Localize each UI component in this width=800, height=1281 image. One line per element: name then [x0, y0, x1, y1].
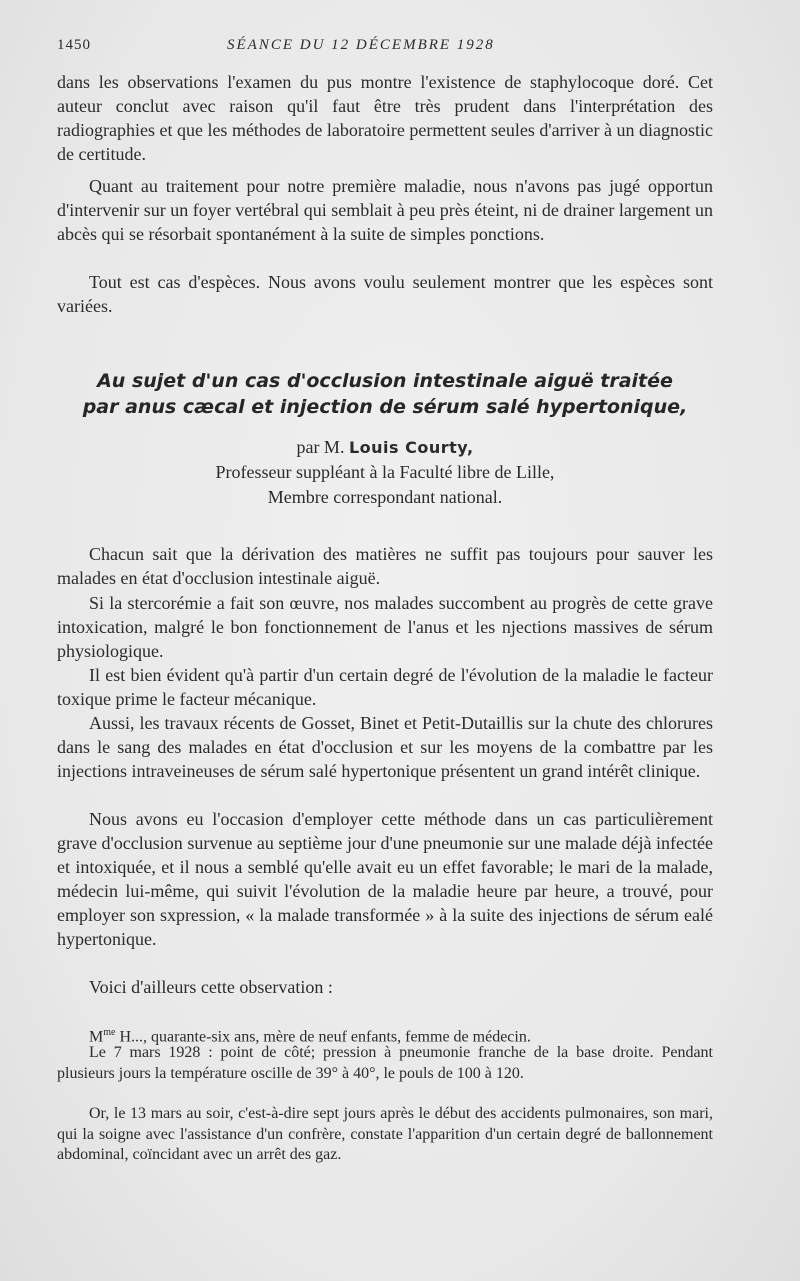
article-title-line-2: par anus cæcal et injection de sérum salé hypertonique,	[82, 396, 688, 418]
body-paragraph-4: Aussi, les travaux récents de Gosset, Binet et Petit-Dutaillis sur la chute des chlorures dans le sang des malades en état d'occlusion et sur les moyens de la combattre par les injections intraveineuses de sérum salé hypertonique présentent un grand intérêt clinique.	[57, 713, 713, 782]
page-header	[57, 33, 717, 57]
running-head: SÉANCE DU 12 DÉCEMBRE 1928	[227, 37, 495, 53]
byline-prefix: par M.	[296, 437, 349, 457]
honorific: M	[89, 1028, 104, 1046]
intro-paragraph-2: Quant au traitement pour notre première maladie, nous n'avons pas jugé opportun d'intervenir sur un foyer vertébral qui semblait à peu près éteint, ni de drainer largement un abcès qui se résorbait spontanément à la suite de simples ponctions.	[57, 176, 713, 245]
author-affiliation-1: Professeur suppléant à la Faculté libre de Lille,	[215, 462, 555, 482]
body-paragraph-3: Il est bien évident qu'à partir d'un certain degré de l'évolution de la maladie le facteur toxique prime le facteur mécanique.	[57, 665, 713, 710]
body-paragraph-5: Nous avons eu l'occasion d'employer cette méthode dans un cas particulièrement grave d'occlusion survenue au septième jour d'une pneumonie sur une malade déjà infectée et intoxiquée, et il nous a semblé qu'elle avait eu un effet favorable; le mari de la malade, médecin lui-même, qui suivit l'évolution de la maladie heure par heure, a trouvé, pour employer son sxpression, « la malade transformée » à la suite des injections de sérum ealé hypertonique.	[57, 809, 713, 950]
article-title-line-1: Au sujet d'un cas d'occlusion intestinale aiguë traitée	[97, 370, 673, 392]
author-name: Louis Courty,	[348, 438, 474, 457]
body-paragraph-6: Voici d'ailleurs cette observation :	[89, 977, 333, 997]
intro-paragraph-1: dans les observations l'examen du pus montre l'existence de staphylocoque doré. Cet auteur conclut avec raison qu'il faut être très prudent dans l'interprétation des radiographies et que les méthodes de laboratoire permettent seules d'arriver à un diagnostic de certitude.	[57, 72, 714, 165]
body-paragraph-1: Chacun sait que la dérivation des matières ne suffit pas toujours pour sauver les malades en état d'occlusion intestinale aiguë.	[57, 544, 713, 589]
intro-paragraph-3: Tout est cas d'espèces. Nous avons voulu seulement montrer que les espèces sont variées.	[57, 272, 713, 317]
author-affiliation-2: Membre correspondant national.	[267, 487, 503, 507]
observation-paragraph-2: Le 7 mars 1928 : point de côté; pression à pneumonie franche de la base droite. Pendant plusieurs jours la température oscille de 39° à 40°, le pouls de 100 à 120.	[57, 1044, 713, 1082]
observation-paragraph-3: Or, le 13 mars au soir, c'est-à-dire sept jours après le début des accidents pulmonaires, son mari, qui la soigne avec l'assistance d'un confrère, constate l'apparition d'un certain degré de ballonnement abdominal, coïncidant avec un arrêt des gaz.	[57, 1105, 713, 1163]
observation-text-1: H..., quarante-six ans, mère de neuf enfants, femme de médecin.	[115, 1028, 531, 1046]
byline	[57, 435, 713, 460]
body-paragraph-2: Si la stercorémie a fait son œuvre, nos malades succombent au progrès de cette grave intoxication, malgré le bon fonctionnement de l'anus et les njections massives de sérum physiologique.	[57, 593, 713, 662]
honorific-superscript: me	[103, 1027, 116, 1038]
page-number: 1450	[57, 37, 91, 53]
